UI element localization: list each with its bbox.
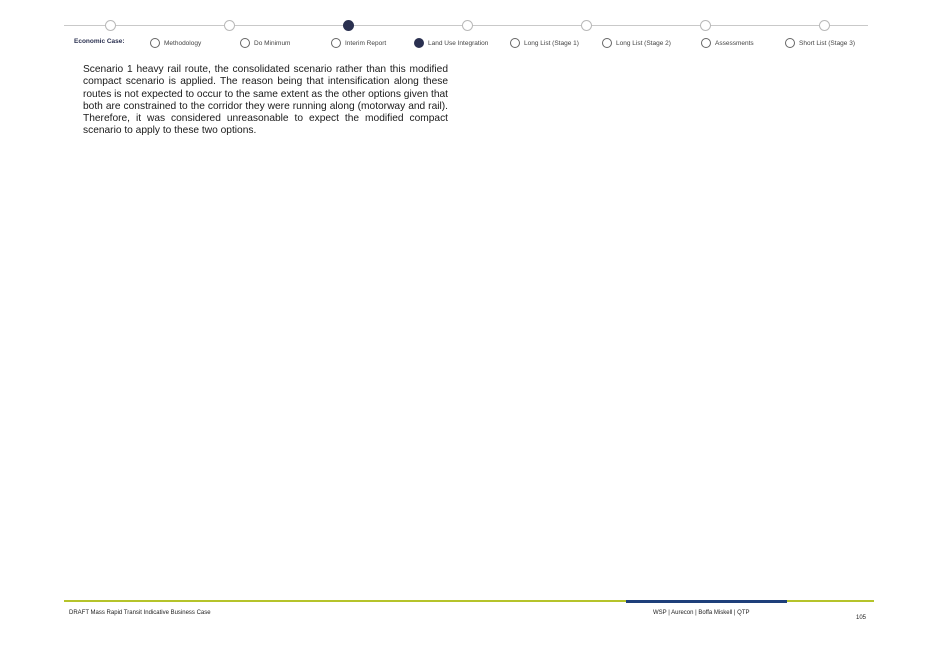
nav-item-long-list-stage-1[interactable] — [510, 38, 579, 48]
page-number: 105 — [856, 615, 867, 621]
radio-icon — [602, 38, 612, 48]
nav-item-long-list-stage-2[interactable] — [602, 38, 671, 48]
body-paragraph: Scenario 1 heavy rail route, the consolidated scenario rather than this modified compact scenario is applied. The reason being that intensification along these routes is not expected to occur to the same extent as the other options given that both are constrained to the corridor they were running along (motorway and rail). Therefore, it was considered unreasonable to expect the modified compact scenario to apply to these two options. — [83, 64, 448, 137]
step-dot-long-list-stage-2[interactable] — [700, 20, 711, 31]
step-dot-land-use-integration[interactable] — [462, 20, 473, 31]
nav-item-short-list-stage-3[interactable] — [785, 38, 855, 48]
nav-item-methodology[interactable] — [150, 38, 201, 48]
radio-selected-icon — [414, 38, 424, 48]
nav-item-label: Short List (Stage 3) — [799, 39, 855, 47]
nav-item-do-minimum[interactable] — [240, 38, 290, 48]
nav-item-label: Long List (Stage 2) — [616, 39, 671, 47]
footer-authors: WSP | Aurecon | Boffa Miskell | QTP — [653, 610, 750, 616]
nav-item-interim-report[interactable] — [331, 38, 386, 48]
radio-icon — [701, 38, 711, 48]
step-dot-methodology[interactable] — [105, 20, 116, 31]
nav-item-label: Long List (Stage 1) — [524, 39, 579, 47]
step-dot-assessments[interactable] — [819, 20, 830, 31]
nav-item-label: Assessments — [715, 39, 754, 47]
footer-document-title: DRAFT Mass Rapid Transit Indicative Business Case — [69, 610, 211, 616]
section-nav — [0, 38, 934, 50]
nav-lead-label: Economic Case: — [74, 38, 125, 45]
radio-icon — [150, 38, 160, 48]
nav-item-assessments[interactable] — [701, 38, 754, 48]
radio-icon — [785, 38, 795, 48]
radio-icon — [510, 38, 520, 48]
radio-icon — [331, 38, 341, 48]
radio-icon — [240, 38, 250, 48]
footer-rule-accent — [626, 600, 787, 603]
nav-item-land-use-integration[interactable] — [414, 38, 488, 48]
nav-item-label: Interim Report — [345, 39, 387, 47]
step-dot-interim-report[interactable] — [343, 20, 354, 31]
nav-item-label: Do Minimum — [254, 39, 291, 47]
step-dot-long-list-stage-1[interactable] — [581, 20, 592, 31]
nav-item-label: Land Use Integration — [428, 39, 489, 47]
nav-item-label: Methodology — [164, 39, 202, 47]
step-dot-do-minimum[interactable] — [224, 20, 235, 31]
